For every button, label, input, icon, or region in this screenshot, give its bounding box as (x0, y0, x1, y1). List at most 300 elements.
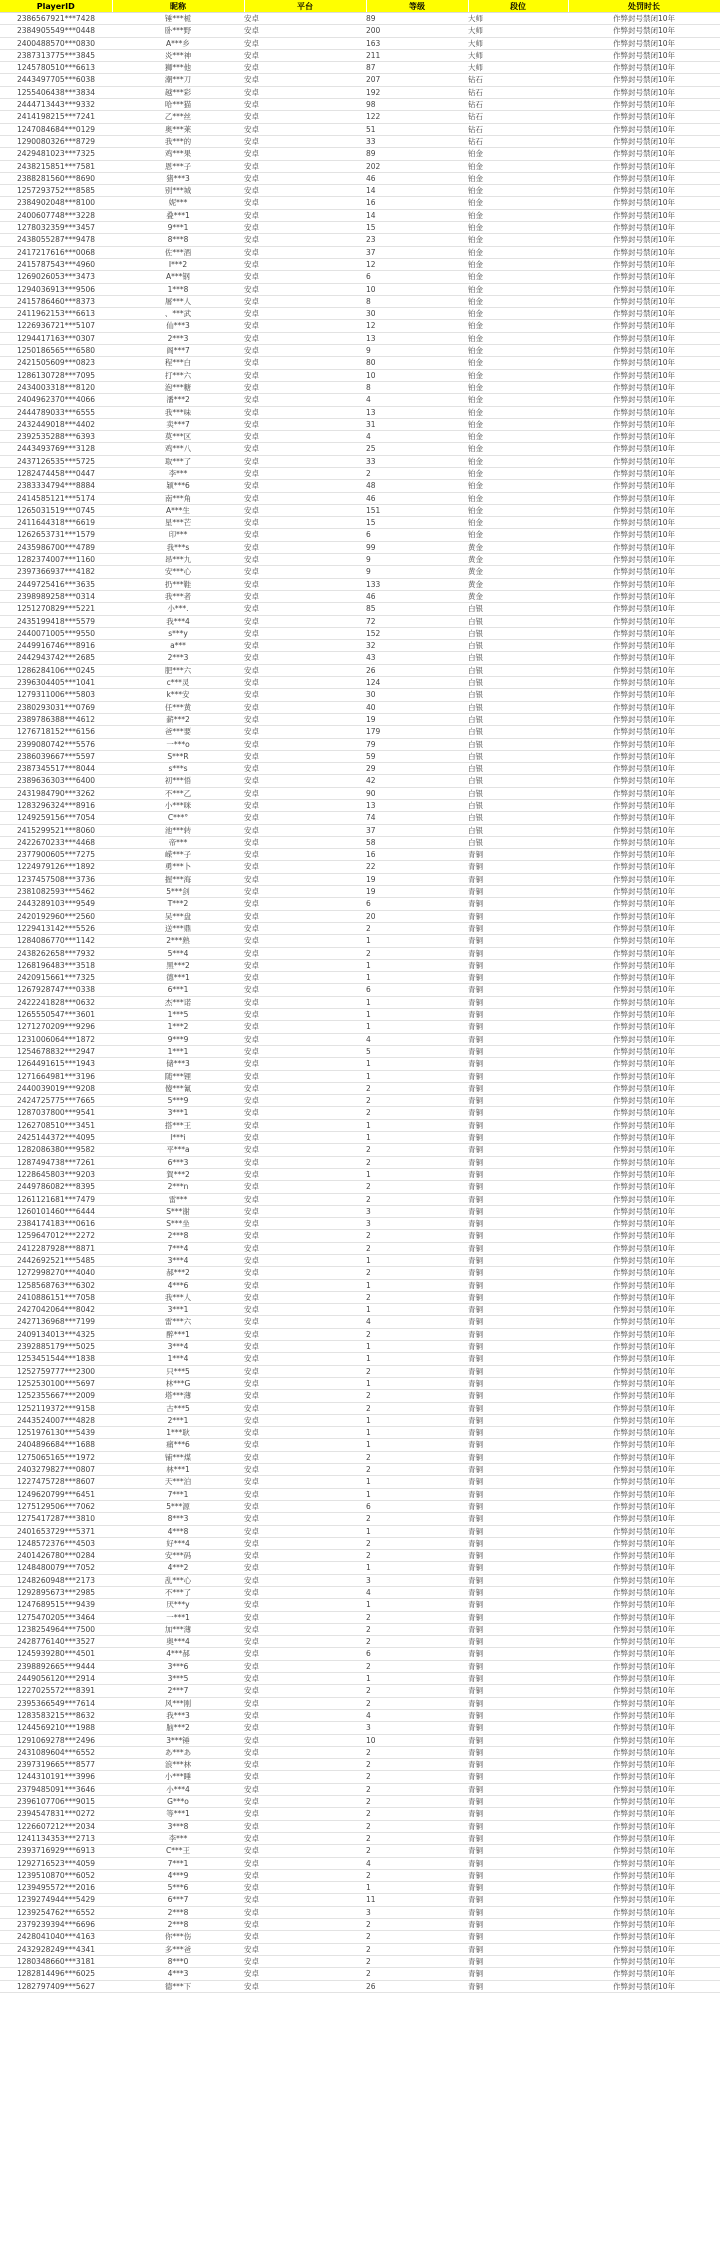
platform-cell: 安卓 (244, 861, 366, 873)
rank-cell: 青铜 (468, 1242, 568, 1254)
player-id-cell: 1237457508***3736 (0, 873, 112, 885)
platform-cell: 安卓 (244, 554, 366, 566)
player-id-cell: 1294417163***0307 (0, 332, 112, 344)
nickname-cell: G***o (112, 1796, 244, 1808)
table-row (0, 1919, 720, 1931)
platform-cell: 安卓 (244, 1808, 366, 1820)
ban-duration-cell: 作弊封号禁闭10年 (568, 652, 720, 664)
player-id-cell: 1294036913***9506 (0, 283, 112, 295)
level-cell: 2 (366, 1660, 468, 1672)
platform-cell: 安卓 (244, 1009, 366, 1021)
nickname-cell: 9***9 (112, 1033, 244, 1045)
rank-cell: 青铜 (468, 1796, 568, 1808)
table-row (0, 1365, 720, 1377)
platform-cell: 安卓 (244, 726, 366, 738)
rank-cell: 青铜 (468, 1021, 568, 1033)
table-row (0, 49, 720, 61)
platform-cell: 安卓 (244, 1464, 366, 1476)
rank-cell: 白银 (468, 713, 568, 725)
level-cell: 1 (366, 1599, 468, 1611)
rank-cell: 青铜 (468, 1095, 568, 1107)
nickname-cell: 4***9 (112, 1869, 244, 1881)
nickname-cell: 塔***薄 (112, 1390, 244, 1402)
rank-cell: 青铜 (468, 1009, 568, 1021)
ban-duration-cell: 作弊封号禁闭10年 (568, 62, 720, 74)
level-cell: 122 (366, 111, 468, 123)
platform-cell: 安卓 (244, 394, 366, 406)
level-cell: 2 (366, 1402, 468, 1414)
level-cell: 2 (366, 1242, 468, 1254)
rank-cell: 铂金 (468, 172, 568, 184)
player-id-cell: 2438215851***7581 (0, 160, 112, 172)
nickname-cell: 随***锂 (112, 1070, 244, 1082)
player-id-cell: 2393716929***6913 (0, 1845, 112, 1857)
ban-duration-cell: 作弊封号禁闭10年 (568, 1869, 720, 1881)
ban-duration-cell: 作弊封号禁闭10年 (568, 824, 720, 836)
nickname-cell: 4***2 (112, 1562, 244, 1574)
nickname-cell: 林***G (112, 1377, 244, 1389)
level-cell: 2 (366, 1783, 468, 1795)
table-row (0, 1119, 720, 1131)
table-row (0, 1722, 720, 1734)
platform-cell: 安卓 (244, 234, 366, 246)
table-row (0, 615, 720, 627)
ban-duration-cell: 作弊封号禁闭10年 (568, 123, 720, 135)
nickname-cell: 浪***林 (112, 1759, 244, 1771)
player-id-cell: 1251976130***5439 (0, 1427, 112, 1439)
rank-cell: 青铜 (468, 1648, 568, 1660)
level-cell: 6 (366, 1648, 468, 1660)
ban-duration-cell: 作弊封号禁闭10年 (568, 1488, 720, 1500)
nickname-cell: 1***1 (112, 1045, 244, 1057)
platform-cell: 安卓 (244, 1365, 366, 1377)
nickname-cell: 郝***2 (112, 1267, 244, 1279)
player-id-cell: 2400607748***3228 (0, 209, 112, 221)
platform-cell: 安卓 (244, 345, 366, 357)
nickname-cell: 我***4 (112, 615, 244, 627)
level-cell: 2 (366, 1291, 468, 1303)
player-id-cell: 1282086380***9582 (0, 1144, 112, 1156)
table-row (0, 13, 720, 25)
table-row (0, 1796, 720, 1808)
level-cell: 9 (366, 554, 468, 566)
ban-duration-cell: 作弊封号禁闭10年 (568, 935, 720, 947)
rank-cell: 铂金 (468, 283, 568, 295)
rank-cell: 铂金 (468, 332, 568, 344)
table-row (0, 996, 720, 1008)
nickname-cell: C***王 (112, 1845, 244, 1857)
table-row (0, 1045, 720, 1057)
nickname-cell: 昂***九 (112, 554, 244, 566)
table-row (0, 1464, 720, 1476)
nickname-cell: 加***薄 (112, 1623, 244, 1635)
player-id-cell: 1290080326***8729 (0, 135, 112, 147)
table-row (0, 1783, 720, 1795)
platform-cell: 安卓 (244, 1599, 366, 1611)
platform-cell: 安卓 (244, 1291, 366, 1303)
table-row (0, 603, 720, 615)
platform-cell: 安卓 (244, 1636, 366, 1648)
platform-cell: 安卓 (244, 959, 366, 971)
player-id-cell: 2399080742***5576 (0, 738, 112, 750)
ban-duration-cell: 作弊封号禁闭10年 (568, 295, 720, 307)
level-cell: 4 (366, 1857, 468, 1869)
level-cell: 2 (366, 1464, 468, 1476)
level-cell: 2 (366, 1832, 468, 1844)
level-cell: 25 (366, 443, 468, 455)
player-id-cell: 1262653731***1579 (0, 529, 112, 541)
platform-cell: 安卓 (244, 1697, 366, 1709)
level-cell: 29 (366, 763, 468, 775)
player-id-cell: 1284086770***1142 (0, 935, 112, 947)
platform-cell: 安卓 (244, 873, 366, 885)
level-cell: 43 (366, 652, 468, 664)
ban-duration-cell: 作弊封号禁闭10年 (568, 996, 720, 1008)
table-row (0, 1082, 720, 1094)
rank-cell: 大师 (468, 13, 568, 25)
level-cell: 2 (366, 1808, 468, 1820)
level-cell: 79 (366, 738, 468, 750)
rank-cell: 青铜 (468, 1254, 568, 1266)
platform-cell: 安卓 (244, 1857, 366, 1869)
ban-duration-cell: 作弊封号禁闭10年 (568, 1550, 720, 1562)
level-cell: 10 (366, 283, 468, 295)
rank-cell: 青铜 (468, 849, 568, 861)
nickname-cell: S***R (112, 750, 244, 762)
level-cell: 1 (366, 1279, 468, 1291)
table-row (0, 1341, 720, 1353)
ban-duration-cell: 作弊封号禁闭10年 (568, 664, 720, 676)
ban-duration-cell: 作弊封号禁闭10年 (568, 1783, 720, 1795)
table-row (0, 861, 720, 873)
platform-cell: 安卓 (244, 135, 366, 147)
level-cell: 3 (366, 1906, 468, 1918)
nickname-cell: 天***泊 (112, 1476, 244, 1488)
player-id-cell: 1261121681***7479 (0, 1193, 112, 1205)
rank-cell: 铂金 (468, 467, 568, 479)
level-cell: 4 (366, 1587, 468, 1599)
table-row (0, 492, 720, 504)
player-id-cell: 1267928747***0338 (0, 984, 112, 996)
table-row (0, 554, 720, 566)
level-cell: 2 (366, 1955, 468, 1967)
player-id-cell: 1227025572***8391 (0, 1685, 112, 1697)
platform-cell: 安卓 (244, 1820, 366, 1832)
level-cell: 6 (366, 898, 468, 910)
table-row (0, 541, 720, 553)
player-id-cell: 2449725416***3635 (0, 578, 112, 590)
nickname-cell: 狮***他 (112, 62, 244, 74)
level-cell: 200 (366, 25, 468, 37)
ban-duration-cell: 作弊封号禁闭10年 (568, 49, 720, 61)
player-id-cell: 2411962153***6613 (0, 308, 112, 320)
nickname-cell: 5***9 (112, 1095, 244, 1107)
player-id-cell: 2420192960***2560 (0, 910, 112, 922)
nickname-cell: 屠***人 (112, 295, 244, 307)
rank-cell: 钻石 (468, 74, 568, 86)
platform-cell: 安卓 (244, 1943, 366, 1955)
table-row (0, 197, 720, 209)
ban-duration-cell: 作弊封号禁闭10年 (568, 886, 720, 898)
ban-duration-cell: 作弊封号禁闭10年 (568, 812, 720, 824)
ban-duration-cell: 作弊封号禁闭10年 (568, 1525, 720, 1537)
level-cell: 2 (366, 1919, 468, 1931)
ban-duration-cell: 作弊封号禁闭10年 (568, 775, 720, 787)
rank-cell: 白银 (468, 775, 568, 787)
table-row (0, 1513, 720, 1525)
player-id-cell: 1247689515***9439 (0, 1599, 112, 1611)
nickname-cell: 2***8 (112, 1919, 244, 1931)
rank-cell: 青铜 (468, 1636, 568, 1648)
player-id-cell: 1272998270***4040 (0, 1267, 112, 1279)
level-cell: 2 (366, 1845, 468, 1857)
player-id-cell: 1258568763***6302 (0, 1279, 112, 1291)
table-row (0, 1660, 720, 1672)
level-cell: 2 (366, 1156, 468, 1168)
level-cell: 1 (366, 1070, 468, 1082)
platform-cell: 安卓 (244, 627, 366, 639)
rank-cell: 铂金 (468, 381, 568, 393)
table-row (0, 1377, 720, 1389)
rank-cell: 铂金 (468, 431, 568, 443)
platform-cell: 安卓 (244, 1193, 366, 1205)
table-row (0, 1439, 720, 1451)
ban-duration-cell: 作弊封号禁闭10年 (568, 1168, 720, 1180)
nickname-cell: 握***海 (112, 873, 244, 885)
rank-cell: 青铜 (468, 910, 568, 922)
platform-cell: 安卓 (244, 996, 366, 1008)
platform-cell: 安卓 (244, 541, 366, 553)
ban-duration-cell: 作弊封号禁闭10年 (568, 566, 720, 578)
table-row (0, 271, 720, 283)
rank-cell: 青铜 (468, 1291, 568, 1303)
ban-duration-cell: 作弊封号禁闭10年 (568, 1673, 720, 1685)
rank-cell: 青铜 (468, 1734, 568, 1746)
ban-duration-cell: 作弊封号禁闭10年 (568, 1808, 720, 1820)
player-id-cell: 2387345517***8044 (0, 763, 112, 775)
table-row (0, 1845, 720, 1857)
platform-cell: 安卓 (244, 1107, 366, 1119)
rank-cell: 青铜 (468, 1722, 568, 1734)
ban-duration-cell: 作弊封号禁闭10年 (568, 1894, 720, 1906)
player-id-cell: 2388281560***8690 (0, 172, 112, 184)
level-cell: 124 (366, 677, 468, 689)
level-cell: 13 (366, 406, 468, 418)
nickname-cell: 脑***2 (112, 1722, 244, 1734)
rank-cell: 青铜 (468, 1119, 568, 1131)
table-row (0, 517, 720, 529)
platform-cell: 安卓 (244, 1427, 366, 1439)
nickname-cell: 潘***2 (112, 394, 244, 406)
nickname-cell: 奥***莱 (112, 123, 244, 135)
player-id-cell: 2417217616***0068 (0, 246, 112, 258)
rank-cell: 铂金 (468, 492, 568, 504)
platform-cell: 安卓 (244, 1488, 366, 1500)
table-row (0, 677, 720, 689)
player-id-cell: 1244569210***1988 (0, 1722, 112, 1734)
level-cell: 46 (366, 590, 468, 602)
nickname-cell: 不***乙 (112, 787, 244, 799)
nickname-cell: 醉***1 (112, 1328, 244, 1340)
nickname-cell: 7***4 (112, 1242, 244, 1254)
level-cell: 42 (366, 775, 468, 787)
player-id-cell: 2383334794***8884 (0, 480, 112, 492)
rank-cell: 青铜 (468, 1193, 568, 1205)
level-cell: 1 (366, 1341, 468, 1353)
level-cell: 72 (366, 615, 468, 627)
player-id-cell: 1275129506***7062 (0, 1500, 112, 1512)
table-row (0, 1144, 720, 1156)
player-id-cell: 1248480079***7052 (0, 1562, 112, 1574)
table-row (0, 652, 720, 664)
player-id-cell: 1282797409***5627 (0, 1980, 112, 1992)
rank-cell: 青铜 (468, 1562, 568, 1574)
level-cell: 2 (366, 1611, 468, 1623)
ban-duration-cell: 作弊封号禁闭10年 (568, 1476, 720, 1488)
level-cell: 85 (366, 603, 468, 615)
rank-cell: 白银 (468, 640, 568, 652)
table-row (0, 1882, 720, 1894)
platform-cell: 安卓 (244, 86, 366, 98)
platform-cell: 安卓 (244, 1144, 366, 1156)
player-id-cell: 1257293752***8585 (0, 185, 112, 197)
ban-duration-cell: 作弊封号禁闭10年 (568, 394, 720, 406)
level-cell: 48 (366, 480, 468, 492)
player-id-cell: 2379485091***3646 (0, 1783, 112, 1795)
ban-duration-cell: 作弊封号禁闭10年 (568, 492, 720, 504)
platform-cell: 安卓 (244, 1377, 366, 1389)
table-row (0, 959, 720, 971)
table-row (0, 1869, 720, 1881)
player-id-cell: 1244310191***3996 (0, 1771, 112, 1783)
table-row (0, 160, 720, 172)
rank-cell: 青铜 (468, 1771, 568, 1783)
rank-cell: 青铜 (468, 1685, 568, 1697)
header-level: 等级 (366, 0, 468, 13)
ban-duration-cell: 作弊封号禁闭10年 (568, 74, 720, 86)
nickname-cell: 扔***鞋 (112, 578, 244, 590)
rank-cell: 青铜 (468, 1550, 568, 1562)
level-cell: 1 (366, 996, 468, 1008)
nickname-cell: 等***1 (112, 1808, 244, 1820)
rank-cell: 青铜 (468, 1205, 568, 1217)
platform-cell: 安卓 (244, 1685, 366, 1697)
nickname-cell: A***生 (112, 504, 244, 516)
nickname-cell: 1***耿 (112, 1427, 244, 1439)
platform-cell: 安卓 (244, 492, 366, 504)
ban-duration-cell: 作弊封号禁闭10年 (568, 1451, 720, 1463)
rank-cell: 白银 (468, 701, 568, 713)
rank-cell: 白银 (468, 627, 568, 639)
platform-cell: 安卓 (244, 1660, 366, 1672)
rank-cell: 青铜 (468, 1882, 568, 1894)
nickname-cell: 吴***盘 (112, 910, 244, 922)
player-id-cell: 1283296324***8916 (0, 800, 112, 812)
ban-duration-cell: 作弊封号禁闭10年 (568, 1402, 720, 1414)
platform-cell: 安卓 (244, 1439, 366, 1451)
platform-cell: 安卓 (244, 271, 366, 283)
nickname-cell: 勇***卜 (112, 861, 244, 873)
table-row (0, 135, 720, 147)
player-id-cell: 1245780510***6613 (0, 62, 112, 74)
platform-cell: 安卓 (244, 1525, 366, 1537)
nickname-cell: 李*** (112, 1832, 244, 1844)
platform-cell: 安卓 (244, 37, 366, 49)
rank-cell: 青铜 (468, 1353, 568, 1365)
platform-cell: 安卓 (244, 578, 366, 590)
platform-cell: 安卓 (244, 1623, 366, 1635)
nickname-cell: 8***8 (112, 234, 244, 246)
ban-duration-cell: 作弊封号禁闭10年 (568, 1021, 720, 1033)
player-id-cell: 2396107706***9015 (0, 1796, 112, 1808)
ban-duration-cell: 作弊封号禁闭10年 (568, 947, 720, 959)
platform-cell: 安卓 (244, 1021, 366, 1033)
player-id-cell: 2431984790***3262 (0, 787, 112, 799)
rank-cell: 青铜 (468, 861, 568, 873)
nickname-cell: 賀***2 (112, 1168, 244, 1180)
level-cell: 10 (366, 369, 468, 381)
level-cell: 1 (366, 1353, 468, 1365)
player-id-cell: 2415787543***4960 (0, 258, 112, 270)
platform-cell: 安卓 (244, 1045, 366, 1057)
rank-cell: 青铜 (468, 1341, 568, 1353)
level-cell: 4 (366, 1316, 468, 1328)
nickname-cell: 4***6 (112, 1279, 244, 1291)
ban-duration-cell: 作弊封号禁闭10年 (568, 99, 720, 111)
table-row (0, 86, 720, 98)
player-id-cell: 2398989258***0314 (0, 590, 112, 602)
platform-cell: 安卓 (244, 1832, 366, 1844)
nickname-cell: 送***鼎 (112, 922, 244, 934)
rank-cell: 铂金 (468, 443, 568, 455)
nickname-cell: 1***2 (112, 1021, 244, 1033)
rank-cell: 青铜 (468, 959, 568, 971)
nickname-cell: 爸***要 (112, 726, 244, 738)
ban-duration-cell: 作弊封号禁闭10年 (568, 1685, 720, 1697)
ban-duration-cell: 作弊封号禁闭10年 (568, 898, 720, 910)
header-nickname: 昵称 (112, 0, 244, 13)
table-row (0, 320, 720, 332)
rank-cell: 白银 (468, 664, 568, 676)
ban-duration-cell: 作弊封号禁闭10年 (568, 1144, 720, 1156)
player-id-cell: 1259647012***2272 (0, 1230, 112, 1242)
rank-cell: 青铜 (468, 1746, 568, 1758)
nickname-cell: 储***3 (112, 1058, 244, 1070)
platform-cell: 安卓 (244, 652, 366, 664)
platform-cell: 安卓 (244, 972, 366, 984)
table-row (0, 1808, 720, 1820)
ban-duration-cell: 作弊封号禁闭10年 (568, 1033, 720, 1045)
table-row (0, 111, 720, 123)
level-cell: 80 (366, 357, 468, 369)
nickname-cell: 我***3 (112, 1709, 244, 1721)
table-row (0, 640, 720, 652)
nickname-cell: 乱***心 (112, 1574, 244, 1586)
table-row (0, 1599, 720, 1611)
nickname-cell: A***乡 (112, 37, 244, 49)
table-row (0, 1304, 720, 1316)
platform-cell: 安卓 (244, 935, 366, 947)
level-cell: 2 (366, 1931, 468, 1943)
table-row (0, 849, 720, 861)
rank-cell: 青铜 (468, 1537, 568, 1549)
player-id-cell: 2435986700***4789 (0, 541, 112, 553)
platform-cell: 安卓 (244, 775, 366, 787)
rank-cell: 铂金 (468, 160, 568, 172)
nickname-cell: 3***锤 (112, 1734, 244, 1746)
level-cell: 2 (366, 922, 468, 934)
player-id-cell: 1249259156***7054 (0, 812, 112, 824)
